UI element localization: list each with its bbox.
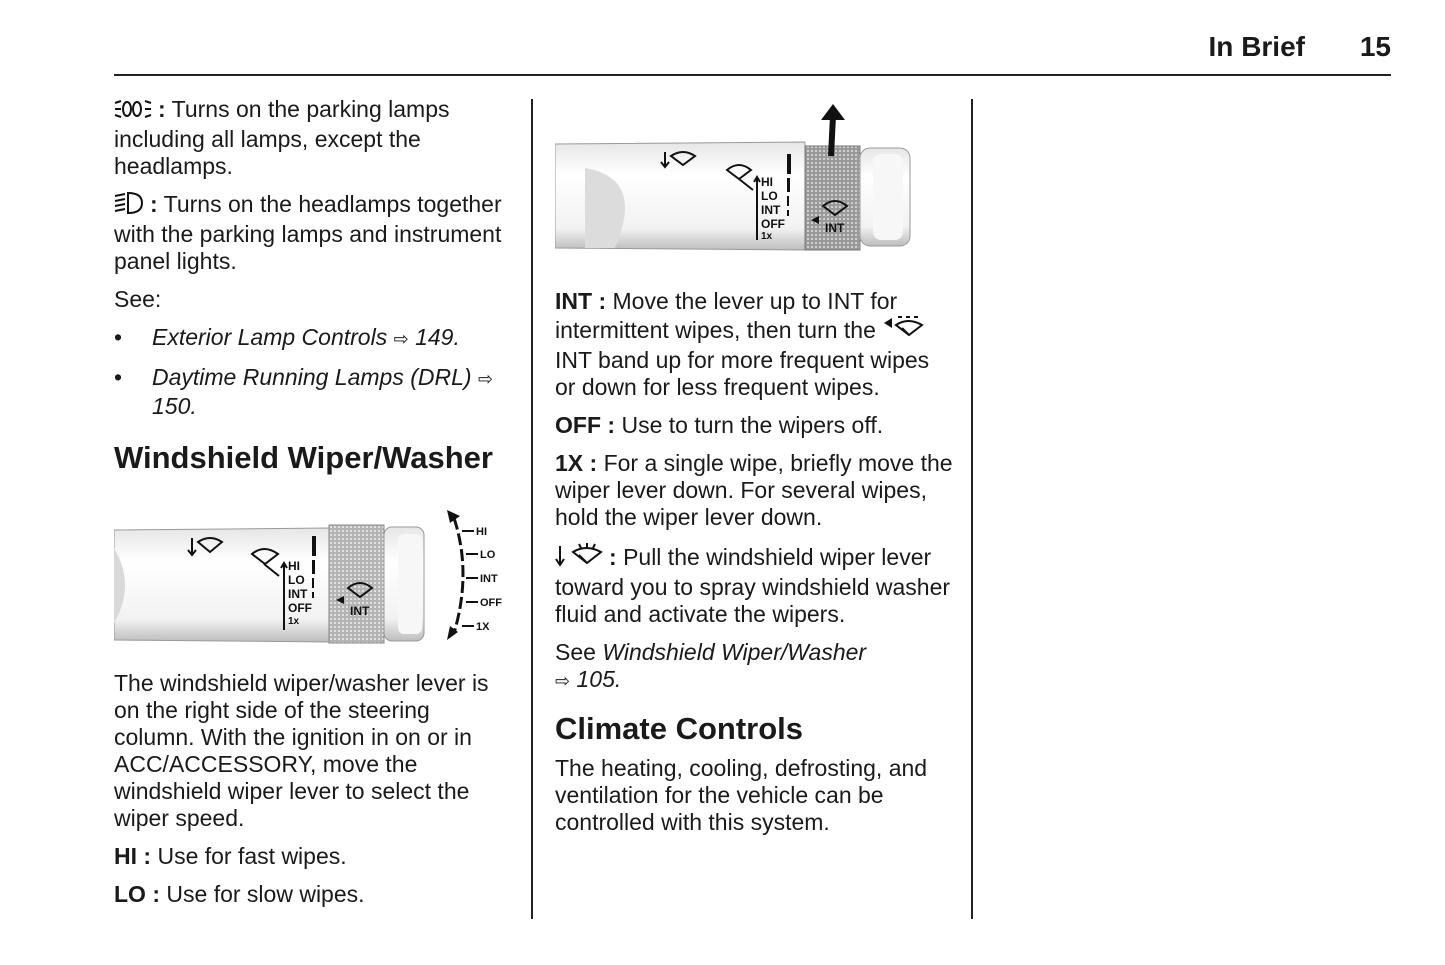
off-colon: :	[607, 412, 616, 438]
page-arrow-icon: ⇨	[393, 329, 409, 349]
hi-paragraph	[114, 843, 514, 870]
page-arrow-icon: ⇨	[477, 369, 494, 389]
int-text-a: Move the lever up to INT for intermittent wipes, then turn the	[555, 288, 898, 343]
reference-page[interactable]: 105	[576, 666, 615, 692]
one-x-paragraph	[555, 450, 955, 531]
punctuation: .	[190, 393, 197, 419]
scale-hi-label: HI	[476, 526, 487, 538]
section-heading: Windshield Wiper/Washer	[114, 440, 493, 475]
int-text-b: INT band up for more frequent wipes or down for less frequent wipes.	[555, 347, 930, 400]
scale-int-label: INT	[480, 573, 498, 585]
reference-page[interactable]: 149	[415, 324, 454, 350]
climate-paragraph: The heating, cooling, defrosting, and ventilation for the vehicle can be controlled with this system.	[555, 755, 928, 835]
hi-label: HI	[288, 559, 300, 573]
reference-link-title[interactable]: Daytime Running Lamps (DRL)	[152, 364, 472, 390]
one-x-label: 1x	[288, 616, 300, 627]
off-label: OFF	[288, 601, 312, 615]
reference-link-title[interactable]: Exterior Lamp Controls	[152, 324, 388, 350]
lo-paragraph	[114, 881, 514, 908]
punctuation: .	[453, 324, 460, 350]
section-title: In Brief	[1208, 31, 1305, 62]
int-colon: :	[598, 288, 607, 314]
one-x-colon: :	[589, 450, 598, 476]
int-term: INT	[555, 288, 593, 314]
headlamps-text: Turns on the headlamps together with the parking lamps and instrument panel lights.	[114, 191, 502, 274]
parking-lamps-paragraph	[114, 96, 514, 180]
list-item[interactable]	[114, 364, 514, 420]
page-arrow-icon: ⇨	[555, 671, 571, 691]
scale-off-label: OFF	[480, 597, 502, 609]
column-divider	[971, 99, 973, 919]
washer-paragraph	[555, 542, 955, 628]
section-heading: Climate Controls	[555, 711, 804, 746]
headlamps-colon: :	[150, 191, 158, 217]
hi-label: HI	[761, 175, 773, 189]
scale-lo-label: LO	[480, 549, 496, 561]
washer-colon: :	[609, 544, 617, 570]
wiper-lever-illustration	[114, 498, 509, 648]
off-text: Use to turn the wipers off.	[621, 412, 884, 438]
off-term: OFF	[555, 412, 601, 438]
page-header	[114, 28, 1391, 76]
scale-1x-label: 1X	[476, 621, 490, 633]
lo-colon: :	[152, 881, 161, 907]
see-prefix: See	[555, 639, 596, 665]
reference-link-title[interactable]: Windshield Wiper/Washer	[602, 639, 867, 665]
wiper-adjust-icon	[882, 315, 924, 347]
lo-term: LO	[114, 881, 146, 907]
hi-colon: :	[143, 843, 152, 869]
int-label: INT	[288, 587, 308, 601]
see-list	[114, 324, 514, 420]
column-divider	[531, 99, 533, 919]
int-paragraph	[555, 288, 955, 401]
headlamps-paragraph	[114, 191, 514, 275]
washer-icon	[555, 542, 603, 574]
see-label: See:	[114, 286, 162, 312]
washer-text: Pull the windshield wiper lever toward you to spray windshield washer fluid and activate the wipers.	[555, 544, 951, 627]
parking-lamps-text: Turns on the parking lamps including all lamps, except the headlamps.	[114, 96, 450, 179]
off-label: OFF	[761, 217, 785, 231]
one-x-term: 1X	[555, 450, 584, 476]
right-column	[555, 96, 955, 847]
headlamps-icon	[114, 191, 144, 221]
wiper-lever-int-illustration	[555, 98, 915, 258]
parking-lamps-icon	[114, 98, 152, 126]
see-reference[interactable]	[555, 639, 955, 695]
punctuation: .	[614, 666, 622, 692]
int-band-label: INT	[350, 604, 370, 618]
lo-label: LO	[761, 189, 778, 203]
intro-paragraph: The windshield wiper/washer lever is on the right side of the steering column. With the ignition in on or in ACC/ACCESSORY, move the windshield wiper lever to select the wiper speed.	[114, 670, 489, 831]
lo-text: Use for slow wipes.	[166, 881, 365, 907]
list-item[interactable]	[114, 324, 514, 353]
reference-page[interactable]: 150	[152, 393, 191, 419]
one-x-text: For a single wipe, briefly move the wiper lever down. For several wipes, hold the wiper lever down.	[555, 450, 953, 530]
off-paragraph	[555, 412, 955, 439]
int-label: INT	[761, 203, 781, 217]
hi-term: HI	[114, 843, 137, 869]
int-band-label: INT	[825, 221, 845, 235]
one-x-label: 1x	[761, 231, 773, 242]
lo-label: LO	[288, 573, 305, 587]
parking-colon: :	[158, 96, 166, 122]
page-number: 15	[1359, 31, 1391, 62]
left-column	[114, 96, 514, 919]
hi-text: Use for fast wipes.	[157, 843, 347, 869]
